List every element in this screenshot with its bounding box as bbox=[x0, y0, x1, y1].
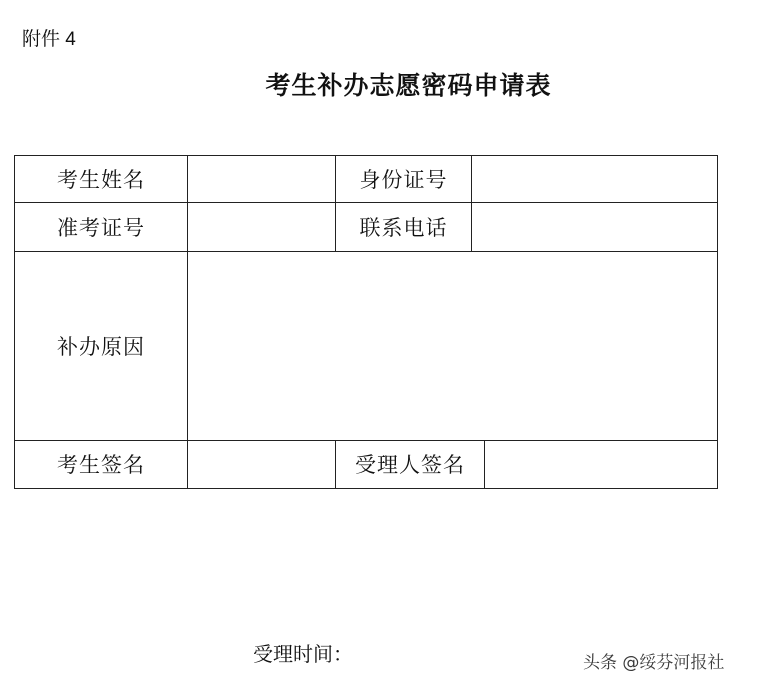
watermark: 头条 @绥芬河报社 bbox=[583, 653, 725, 673]
form-row-reason bbox=[15, 251, 718, 440]
admission-number-label: 准考证号 bbox=[15, 203, 188, 251]
document-title: 考生补办志愿密码申请表 bbox=[265, 71, 552, 100]
form-row-admission-phone bbox=[15, 203, 718, 251]
receiver-signature-field[interactable] bbox=[485, 440, 718, 488]
application-form-table bbox=[14, 155, 718, 489]
id-number-field[interactable] bbox=[472, 156, 718, 203]
attachment-label: 附件 4 bbox=[22, 29, 76, 50]
student-signature-field[interactable] bbox=[188, 440, 336, 488]
name-field[interactable] bbox=[188, 156, 336, 203]
name-label: 考生姓名 bbox=[15, 156, 188, 203]
id-number-label: 身份证号 bbox=[336, 156, 472, 203]
receiver-signature-label: 受理人签名 bbox=[336, 440, 485, 488]
phone-label: 联系电话 bbox=[336, 203, 472, 251]
admission-number-field[interactable] bbox=[188, 203, 336, 251]
phone-field[interactable] bbox=[472, 203, 718, 251]
accept-time-label: 受理时间： bbox=[253, 642, 353, 666]
reason-field[interactable] bbox=[188, 251, 718, 440]
form-row-signatures bbox=[15, 440, 718, 488]
reason-label: 补办原因 bbox=[15, 251, 188, 440]
student-signature-label: 考生签名 bbox=[15, 440, 188, 488]
form-row-name-id bbox=[15, 156, 718, 203]
